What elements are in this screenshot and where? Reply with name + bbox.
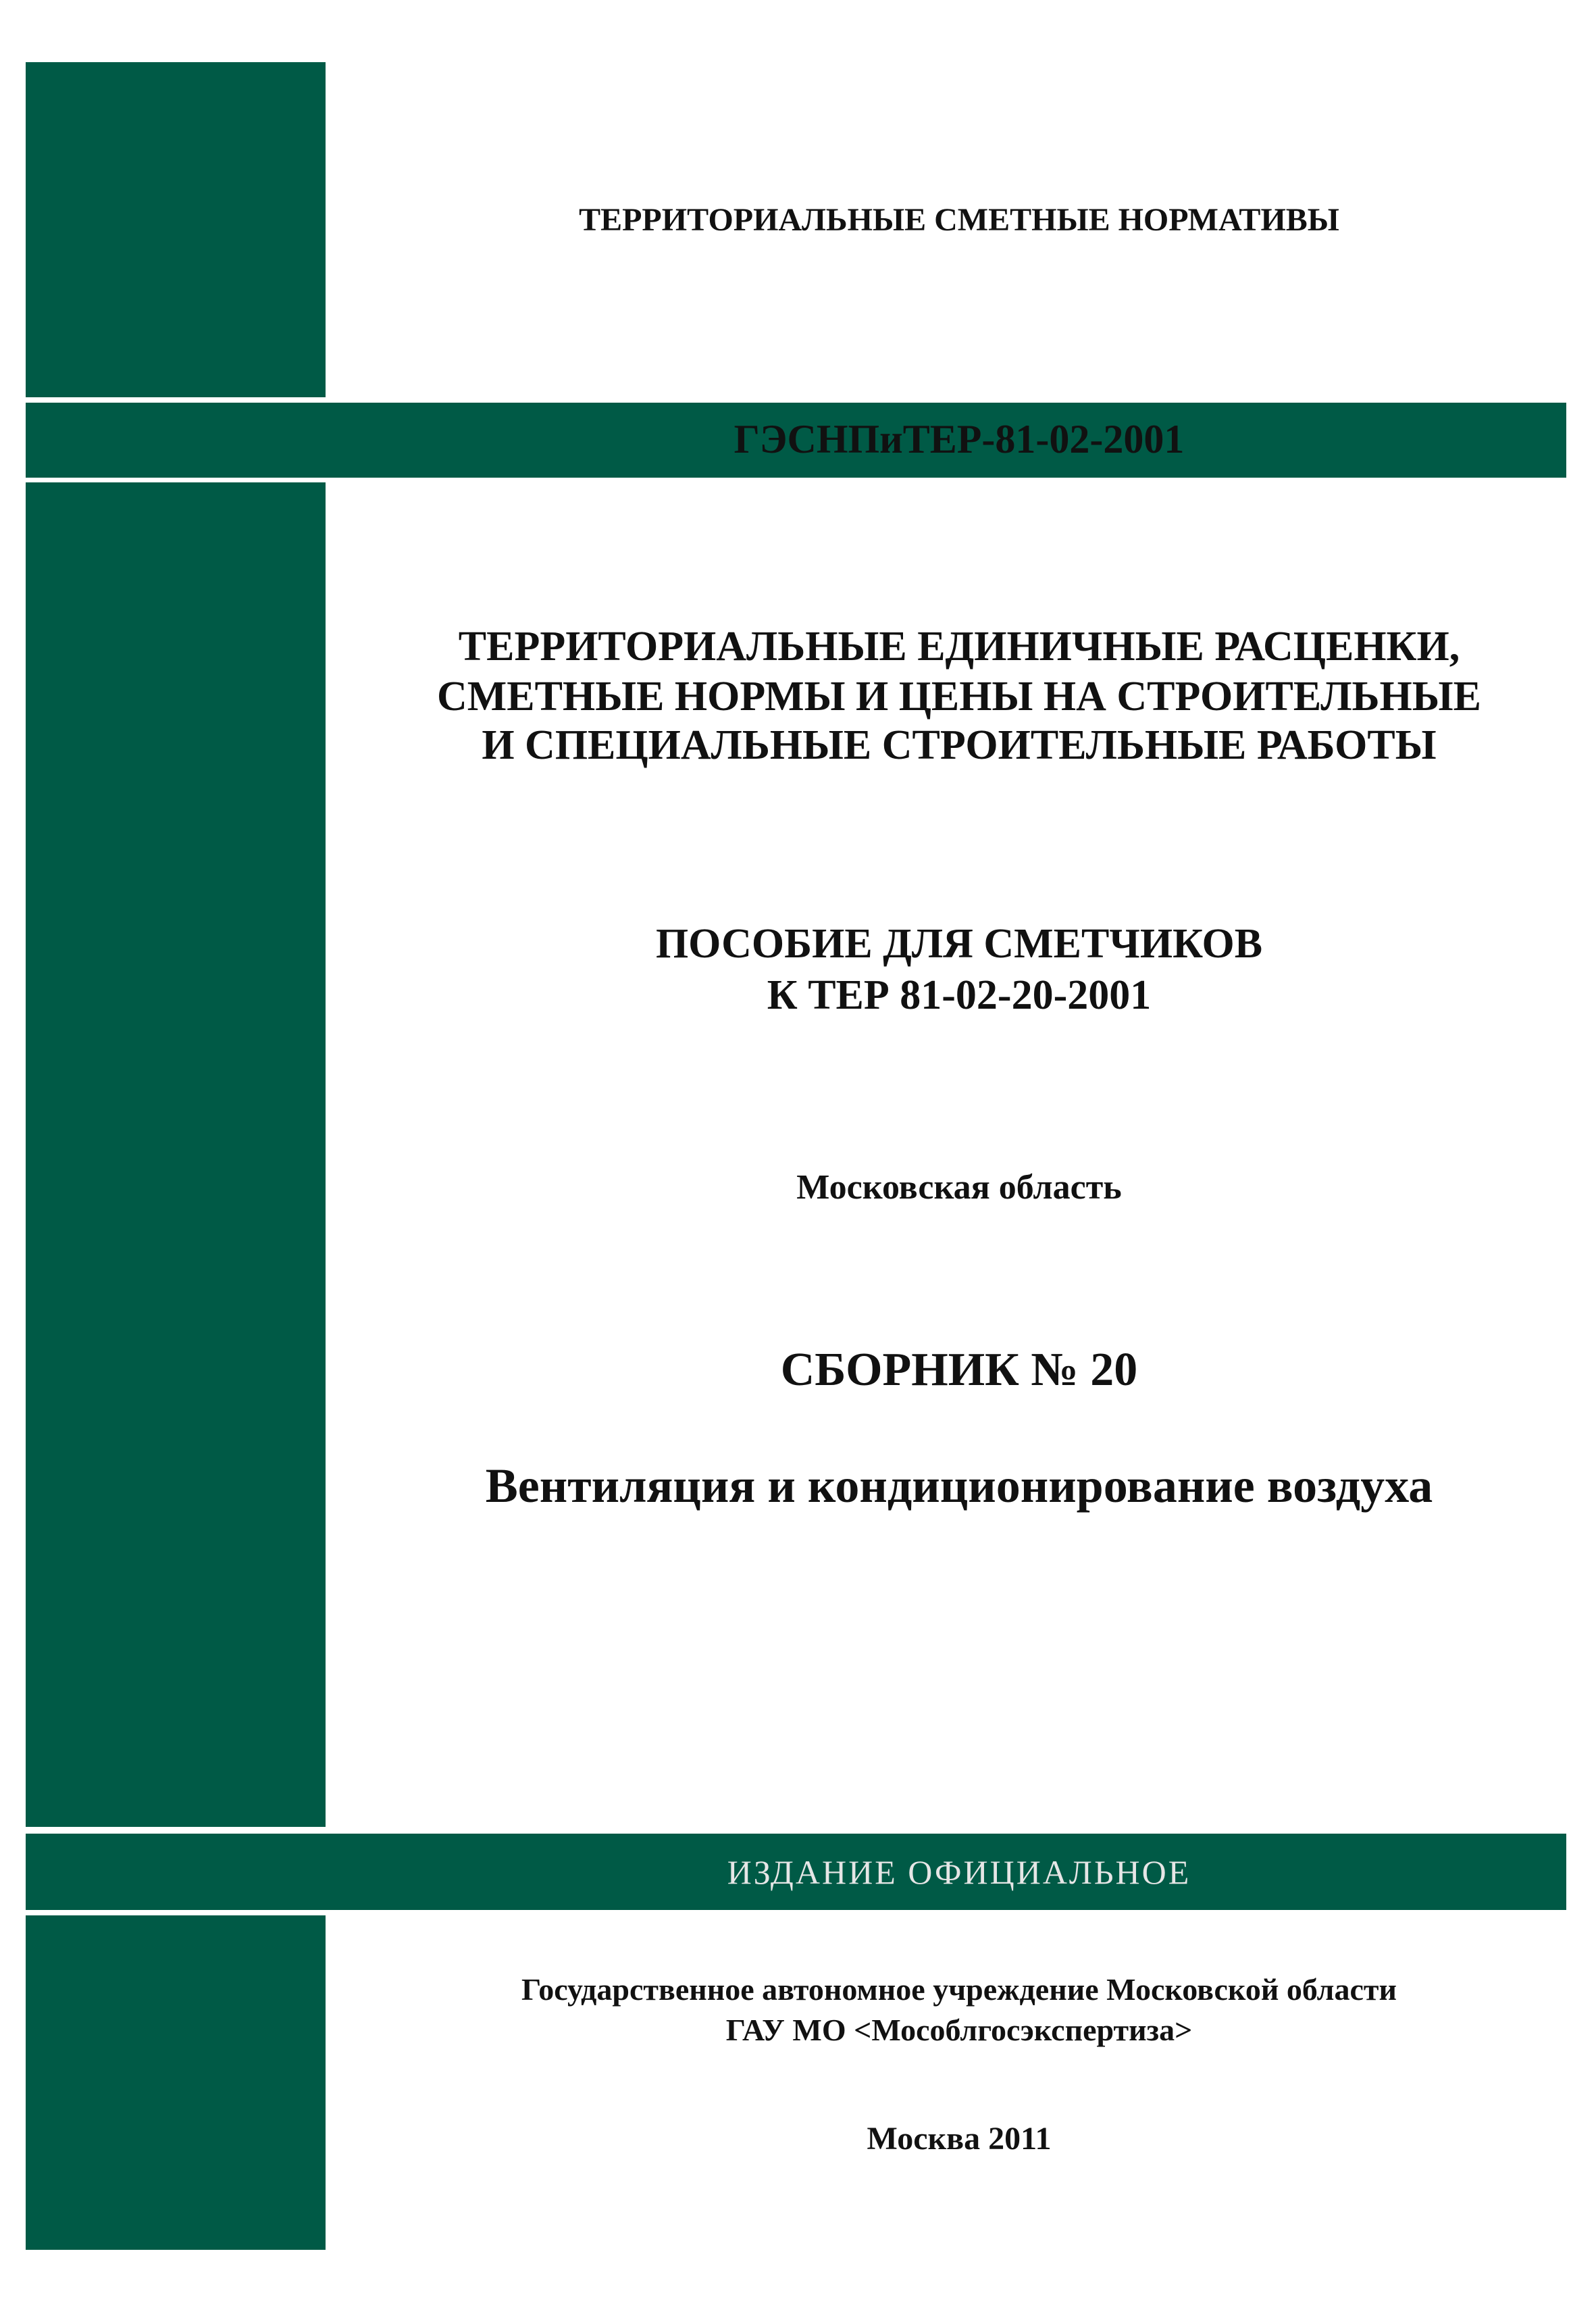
- left-bar-top: [26, 62, 326, 397]
- title-line-2: СМЕТНЫЕ НОРМЫ И ЦЕНЫ НА СТРОИТЕЛЬНЫЕ: [436, 674, 1482, 720]
- left-bar-bottom: [26, 1915, 326, 2250]
- title-line-1: ТЕРРИТОРИАЛЬНЫЕ ЕДИНИЧНЫЕ РАСЦЕНКИ,: [458, 624, 1460, 670]
- edition-label: ИЗДАНИЕ ОФИЦИАЛЬНОЕ: [727, 1853, 1191, 1891]
- manual-line-2: К ТЕР 81-02-20-2001: [767, 972, 1152, 1018]
- collection-subject: Вентиляция и кондиционирование воздуха: [485, 1459, 1433, 1513]
- manual-line-1: ПОСОБИЕ ДЛЯ СМЕТЧИКОВ: [655, 921, 1263, 967]
- title-line-3: И СПЕЦИАЛЬНЫЕ СТРОИТЕЛЬНЫЕ РАБОТЫ: [482, 722, 1437, 768]
- left-bar-middle: [26, 482, 326, 1827]
- city-year: Москва 2011: [867, 2121, 1052, 2157]
- series-header: ТЕРРИТОРИАЛЬНЫЕ СМЕТНЫЕ НОРМАТИВЫ: [579, 202, 1339, 238]
- collection-number: СБОРНИК № 20: [780, 1344, 1138, 1396]
- publisher-line-1: Государственное автономное учреждение Московской области: [521, 1972, 1397, 2007]
- region: Московская область: [796, 1168, 1122, 1207]
- document-code: ГЭСНПиТЕР-81-02-2001: [733, 417, 1185, 461]
- publisher-line-2: ГАУ МО <Мособлгосэкспертиза>: [725, 2013, 1193, 2047]
